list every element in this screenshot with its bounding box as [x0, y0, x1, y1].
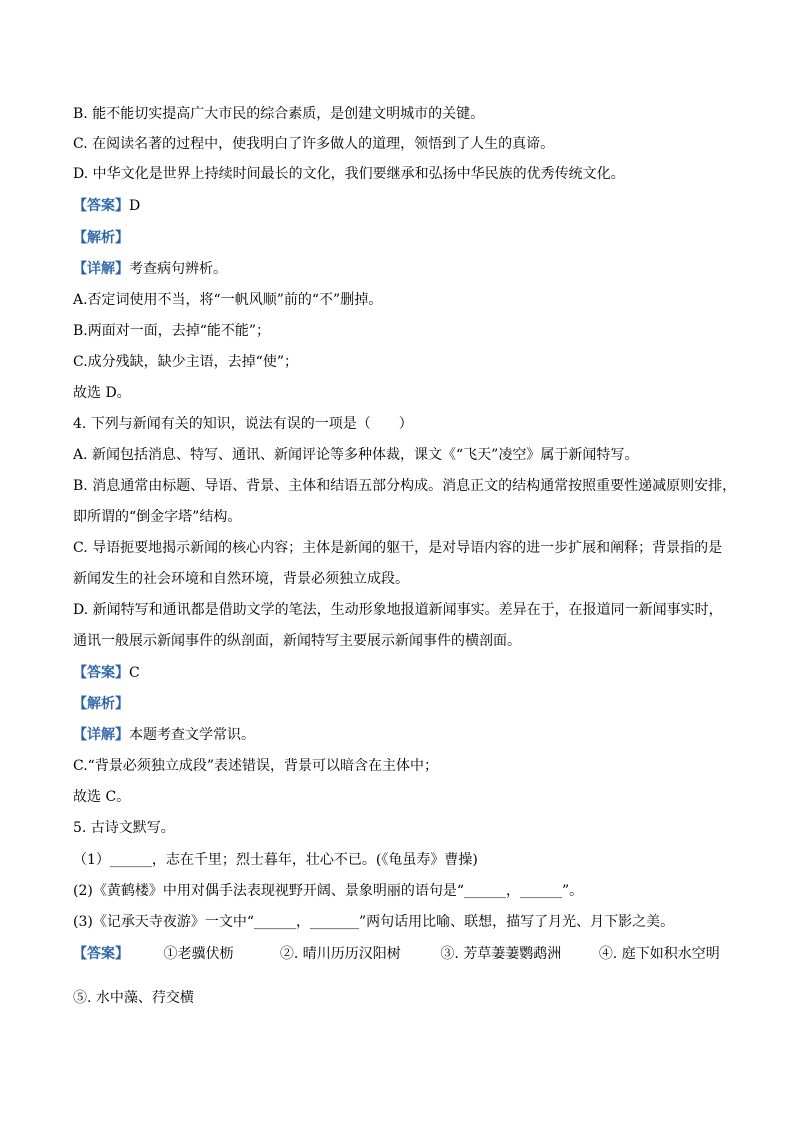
q3-option-b: B. 能不能切实提高广大市民的综合素质，是创建文明城市的关键。 [73, 106, 485, 122]
answer-tag: 【答案】 [73, 665, 129, 681]
q4-stem: 4. 下列与新闻有关的知识，说法有误的一项是（ ） [73, 416, 413, 432]
q3-fix-c: C.成分残缺，缺少主语，去掉“使”； [73, 354, 298, 370]
q5-answer-5: ⑤. 水中藻、荇交横 [73, 990, 194, 1006]
q4-option-d-line2: 通讯一般展示新闻事件的纵剖面，新闻特写主要展示新闻事件的横剖面。 [73, 633, 521, 649]
q4-answer [73, 663, 734, 683]
analysis-tag: 【解析】 [73, 230, 129, 246]
q3-conclusion: 故选 D。 [73, 385, 131, 401]
answer-value: C [129, 665, 140, 681]
q5-stem: 5. 古诗文默写。 [73, 820, 175, 836]
q5-sub3: (3)《记承天寺夜游》一文中“______，_______”两句话用比喻、联想，描写了月光、月下影之美。 [73, 914, 675, 930]
answer-tag: 【答案】 [73, 198, 129, 214]
q4-detail [73, 725, 734, 745]
answer-value: D [129, 198, 141, 214]
q4-option-c-line2: 新闻发生的社会环境和自然环境，背景必须独立成段。 [73, 571, 409, 587]
q3-option-d: D. 中华文化是世界上持续时间最长的文化，我们要继承和弘扬中华民族的优秀传统文化。 [73, 166, 625, 182]
detail-text: 本题考查文学常识。 [129, 727, 255, 743]
q3-analysis-tag [73, 228, 734, 248]
analysis-tag: 【解析】 [73, 696, 129, 712]
q4-option-d-line1: D. 新闻特写和通讯都是借助文学的笔法，生动形象地报道新闻事实。差异在于，在报道同一新闻事实时， [73, 602, 723, 618]
answer-tag: 【答案】 [73, 946, 129, 962]
q5-answer [73, 944, 734, 964]
q4-option-c-line1: C. 导语扼要地揭示新闻的核心内容；主体是新闻的躯干，是对导语内容的进一步扩展和阐释；背景指的是 [73, 540, 723, 556]
q4-analysis-tag [73, 694, 734, 714]
q3-fix-a: A.否定词使用不当，将“一帆风顺”前的“不”删掉。 [73, 292, 383, 308]
q4-conclusion: 故选 C。 [73, 789, 131, 805]
q3-detail [73, 259, 734, 279]
q4-option-a: A. 新闻包括消息、特写、通讯、新闻评论等多种体裁，课文《“飞天”凌空》属于新闻特写。 [73, 447, 639, 463]
q3-fix-b: B.两面对一面，去掉“能不能”； [73, 323, 271, 339]
detail-text: 考查病句辨析。 [129, 261, 227, 277]
q5-answer-2: ②. 晴川历历汉阳树 [279, 946, 401, 962]
detail-tag: 【详解】 [73, 261, 129, 277]
q3-answer [73, 196, 734, 216]
q5-answer-3: ③. 芳草萋萋鹦鹉洲 [440, 946, 562, 962]
q4-option-b-line2: 即所谓的“倒金字塔”结构。 [73, 509, 242, 525]
q5-answer-4: ④. 庭下如积水空明 [598, 946, 720, 962]
detail-tag: 【详解】 [73, 727, 129, 743]
q3-option-c: C. 在阅读名著的过程中，使我明白了许多做人的道理，领悟到了人生的真谛。 [73, 136, 555, 152]
q4-option-b-line1: B. 消息通常由标题、导语、背景、主体和结语五部分构成。消息正文的结构通常按照重要性递减原则安排， [73, 478, 737, 494]
q5-sub2: (2)《黄鹤楼》中用对偶手法表现视野开阔、景象明丽的语句是“______，______”。 [73, 883, 584, 899]
q5-answer-1: ①老骥伏枥 [163, 946, 234, 962]
q4-fix-c: C.“背景必须独立成段”表述错误，背景可以暗含在主体中； [73, 758, 438, 774]
q5-sub1: （1）______，志在千里；烈士暮年，壮心不已。(《龟虽寿》曹操) [73, 852, 478, 868]
